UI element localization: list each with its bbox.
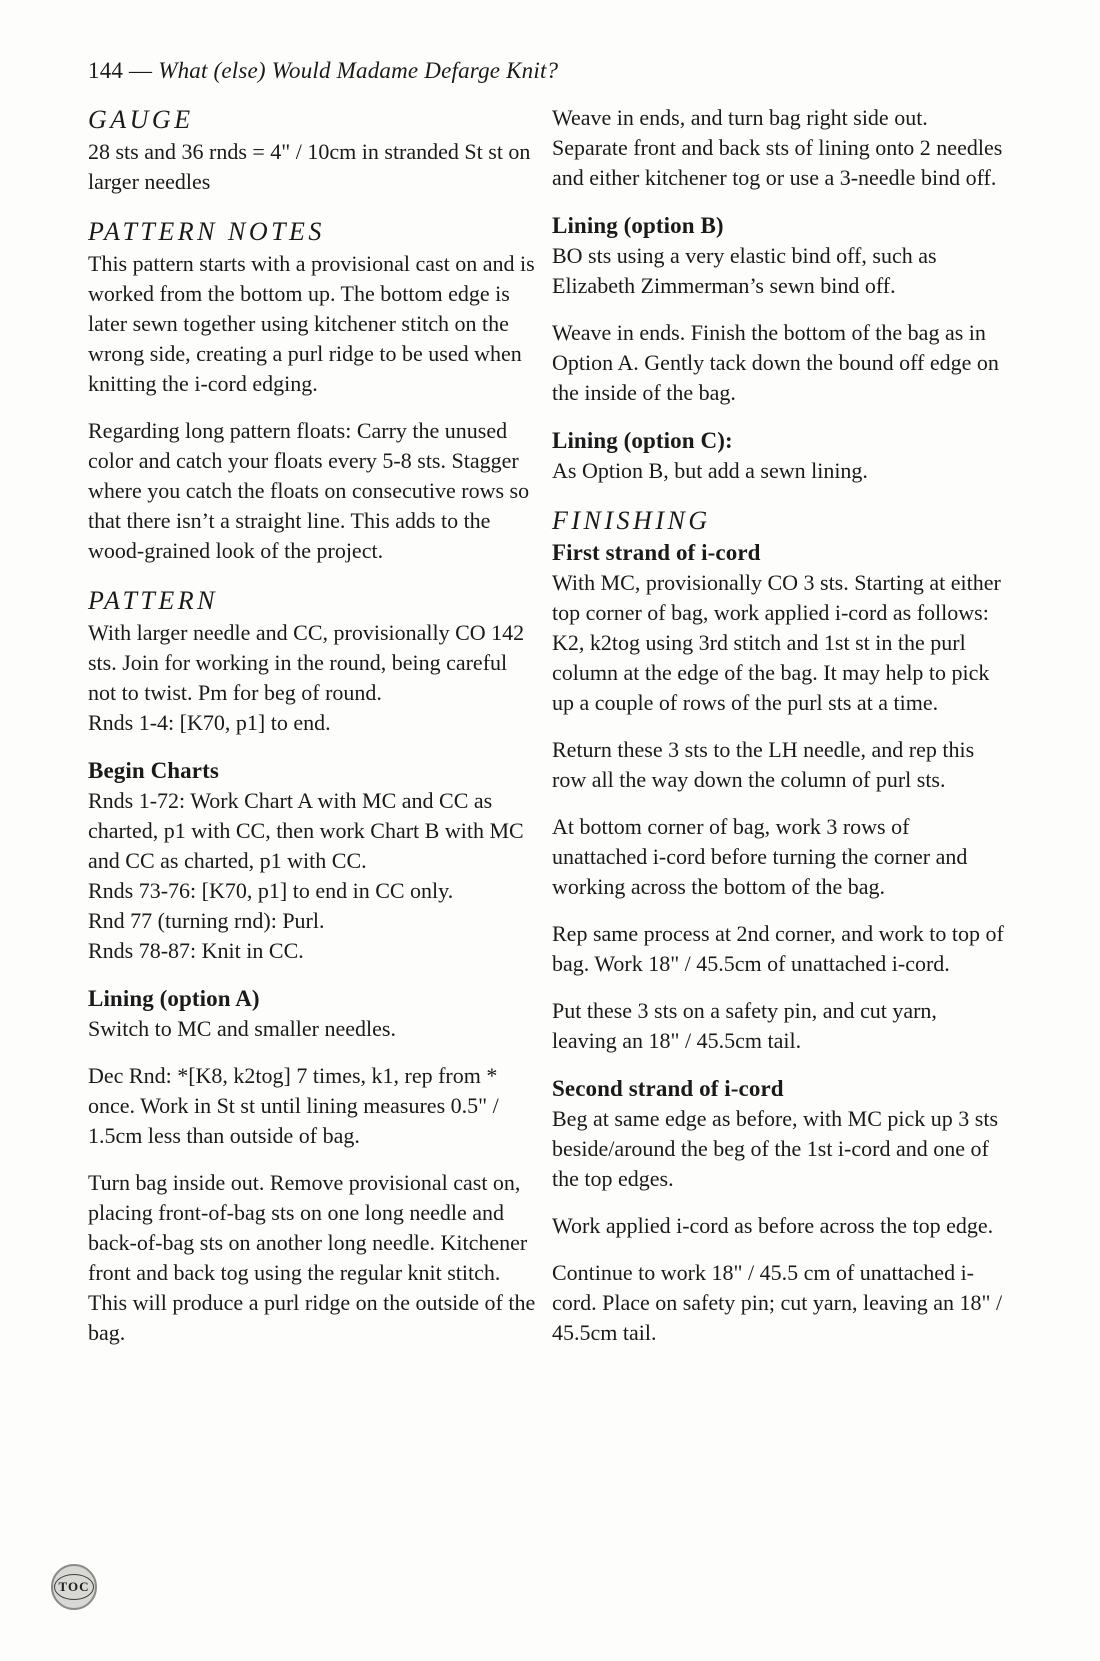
text-line: At bottom corner of bag, work 3 rows of unattached i-cord before turning the corner and working across the bottom of the bag.: [552, 814, 968, 899]
text-line: Weave in ends, and turn bag right side out. Separate front and back sts of lining onto 2 needles and either kitchener tog or use a 3-needle bind off.: [552, 105, 1003, 190]
text-line: 28 sts and 36 rnds = 4" / 10cm in stranded St st on larger needles: [88, 139, 531, 194]
text-line: Rnd 77 (turning rnd): Purl.: [88, 908, 325, 933]
text-line: FINISHING: [552, 506, 711, 535]
text-line: Second strand of i-cord: [552, 1076, 784, 1101]
section-heading: [88, 984, 540, 1014]
section-heading: [552, 211, 1004, 241]
paragraph: [552, 103, 1004, 193]
section-heading: [552, 538, 1004, 568]
text-line: GAUGE: [88, 105, 194, 134]
text-line: Return these 3 sts to the LH needle, and rep this row all the way down the column of purl sts.: [552, 737, 975, 792]
section-heading: [88, 756, 540, 786]
paragraph: [552, 568, 1004, 718]
text-line: BO sts using a very elastic bind off, such as Elizabeth Zimmerman’s sewn bind off.: [552, 243, 937, 298]
text-line: Lining (option A): [88, 986, 260, 1011]
text-line: PATTERN: [88, 586, 218, 615]
paragraph: [88, 1168, 540, 1348]
running-title: What (else) Would Madame Defarge Knit?: [158, 58, 559, 83]
text-line: Begin Charts: [88, 758, 219, 783]
text-line: Rep same process at 2nd corner, and work to top of bag. Work 18" / 45.5cm of unattached i-cord.: [552, 921, 1004, 976]
toc-button[interactable]: [51, 1564, 97, 1610]
paragraph: [552, 996, 1004, 1056]
paragraph: [552, 1258, 1004, 1348]
page-number: 144: [88, 58, 124, 83]
paragraph: [552, 812, 1004, 902]
text-line: Weave in ends. Finish the bottom of the bag as in Option A. Gently tack down the bound off edge on the inside of the bag.: [552, 320, 999, 405]
pattern-column-right: [552, 103, 1004, 1348]
paragraph: [552, 1104, 1004, 1194]
paragraph: [88, 249, 540, 399]
toc-button-label[interactable]: TOC: [54, 1574, 94, 1600]
text-line: Rnds 73-76: [K70, p1] to end in CC only.: [88, 878, 454, 903]
text-line: Dec Rnd: *[K8, k2tog] 7 times, k1, rep from * once. Work in St st until lining measures 0.5" / 1.5cm less than outside of bag.: [88, 1063, 499, 1148]
text-line: Continue to work 18" / 45.5 cm of unattached i-cord. Place on safety pin; cut yarn, leaving an 18" / 45.5cm tail.: [552, 1260, 1003, 1345]
section-heading: [88, 584, 540, 618]
section-heading: [88, 215, 540, 249]
paragraph: [88, 137, 540, 197]
paragraph: [552, 919, 1004, 979]
paragraph: [552, 735, 1004, 795]
text-line: Work applied i-cord as before across the top edge.: [552, 1213, 994, 1238]
header-separator: —: [123, 58, 159, 83]
paragraph: [88, 618, 540, 738]
text-line: Put these 3 sts on a safety pin, and cut yarn, leaving an 18" / 45.5cm tail.: [552, 998, 937, 1053]
page-header: [88, 58, 558, 84]
text-line: Switch to MC and smaller needles.: [88, 1016, 396, 1041]
section-heading: [88, 103, 540, 137]
section-heading: [552, 426, 1004, 456]
paragraph: [552, 318, 1004, 408]
text-line: First strand of i-cord: [552, 540, 761, 565]
paragraph: [88, 1014, 540, 1044]
paragraph: [88, 786, 540, 966]
text-line: Regarding long pattern floats: Carry the unused color and catch your floats every 5-8 sts. Stagger where you catch the floats on consecutive rows so that there isn’t a straight line. This adds to the wood-grained look of the project.: [88, 418, 530, 563]
text-line: Rnds 1-4: [K70, p1] to end.: [88, 710, 331, 735]
text-line: Lining (option B): [552, 213, 724, 238]
text-line: Beg at same edge as before, with MC pick up 3 sts beside/around the beg of the 1st i-cord and one of the top edges.: [552, 1106, 999, 1191]
text-line: With larger needle and CC, provisionally CO 142 sts. Join for working in the round, being careful not to twist. Pm for beg of round.: [88, 620, 525, 705]
text-line: PATTERN NOTES: [88, 217, 325, 246]
text-line: As Option B, but add a sewn lining.: [552, 458, 868, 483]
text-line: With MC, provisionally CO 3 sts. Starting at either top corner of bag, work applied i-cord as follows: K2, k2tog using 3rd stitch and 1st st in the purl column at the edge of the bag. It may help to pick up a couple of rows of the purl sts at a time.: [552, 570, 1001, 715]
text-line: Rnds 1-72: Work Chart A with MC and CC as charted, p1 with CC, then work Chart B with MC and CC as charted, p1 with CC.: [88, 788, 524, 873]
paragraph: [88, 1061, 540, 1151]
pattern-column-left: [88, 103, 540, 1348]
text-line: Rnds 78-87: Knit in CC.: [88, 938, 304, 963]
paragraph: [88, 416, 540, 566]
paragraph: [552, 241, 1004, 301]
text-line: Lining (option C):: [552, 428, 733, 453]
paragraph: [552, 456, 1004, 486]
text-line: This pattern starts with a provisional cast on and is worked from the bottom up. The bottom edge is later sewn together using kitchener stitch on the wrong side, creating a purl ridge to be used when knitting the i-cord edging.: [88, 251, 535, 396]
section-heading: [552, 504, 1004, 538]
section-heading: [552, 1074, 1004, 1104]
paragraph: [552, 1211, 1004, 1241]
text-line: Turn bag inside out. Remove provisional cast on, placing front-of-bag sts on one long needle and back-of-bag sts on another long needle. Kitchener front and back tog using the regular knit stitch. This will produce a purl ridge on the outside of the bag.: [88, 1170, 536, 1345]
